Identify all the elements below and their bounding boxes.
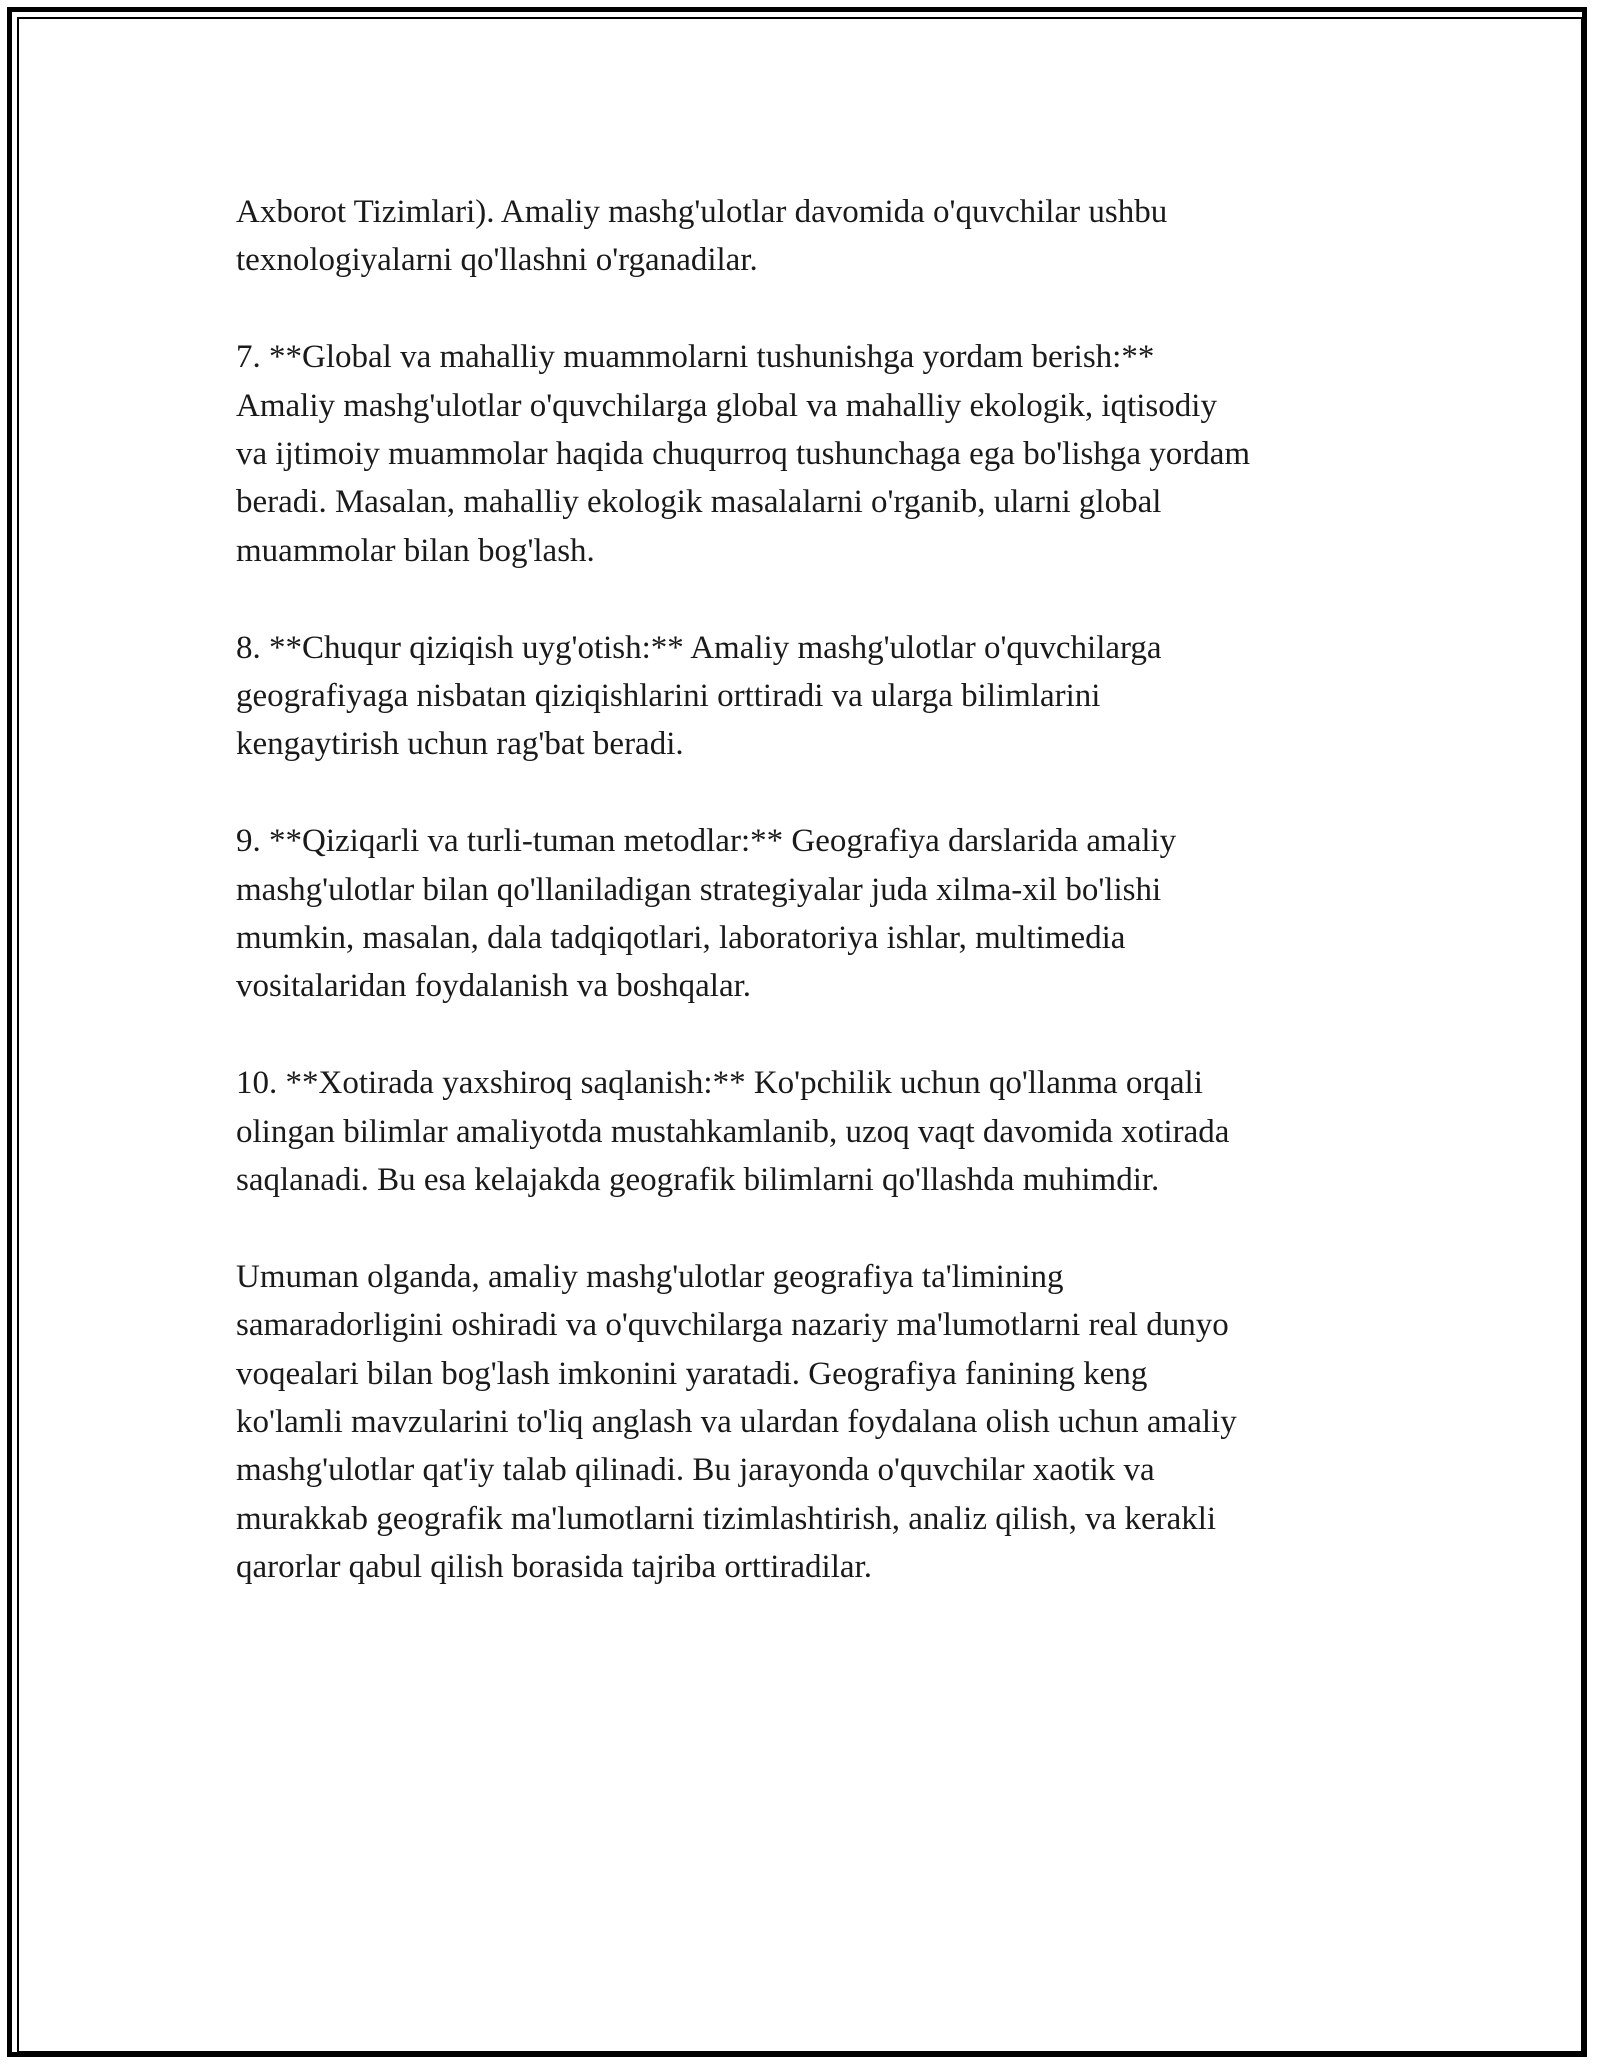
paragraph-item-9: 9. **Qiziqarli va turli-tuman metodlar:** Geografiya darslarida amaliy mashg'ulotlar bilan qo'llaniladigan strategiyalar juda xilma-xil bo'lishi mumkin, masalan, dala tadqiqotlari, laboratoriya ishlar, multimedia vositalaridan foydalanish va boshqalar. bbox=[236, 823, 1177, 1005]
paragraph-conclusion: Umuman olganda, amaliy mashg'ulotlar geografiya ta'limining samaradorligini oshiradi va o'quvchilarga nazariy ma'lumotlarni real dunyo voqealari bilan bog'lash imkonini yaratadi. Geografiya fanining keng ko'lamli mavzularini to'liq anglash va ulardan foydalana olish uchun amaliy mashg'ulotlar qat'iy talab qilinadi. Bu jarayonda o'quvchilar xaotik va murakkab geografik ma'lumotlarni tizimlashtirish, analiz qilish, va kerakli qarorlar qabul qilish borasida tajriba orttiradilar. bbox=[236, 1258, 1237, 1586]
paragraph-item-8: 8. **Chuqur qiziqish uyg'otish:** Amaliy mashg'ulotlar o'quvchilarga geografiyaga nisbatan qiziqishlarini orttiradi va ularga bilimlarini kengaytirish uchun rag'bat beradi. bbox=[236, 629, 1162, 763]
paragraph-item-7: 7. **Global va mahalliy muammolarni tushunishga yordam berish:** Amaliy mashg'ulotlar o'quvchilarga global va mahalliy ekologik, iqtisodiy va ijtimoiy muammolar haqida chuqurroq tushunchaga ega bo'lishga yordam beradi. Masalan, mahalliy ekologik masalalarni o'rganib, ularni global muammolar bilan bog'lash. bbox=[236, 339, 1251, 569]
paragraph-item-10: 10. **Xotirada yaxshiroq saqlanish:** Ko'pchilik uchun qo'llanma orqali olingan bilimlar amaliyotda mustahkamlanib, uzoq vaqt davomida xotirada saqlanadi. Bu esa kelajakda geografik bilimlarni qo'llashda muhimdir. bbox=[236, 1065, 1230, 1199]
document-body bbox=[236, 188, 1386, 1592]
paragraph-continuation: Axborot Tizimlari). Amaliy mashg'ulotlar davomida o'quvchilar ushbu texnologiyalarni qo'llashni o'rganadilar. bbox=[236, 194, 1168, 279]
